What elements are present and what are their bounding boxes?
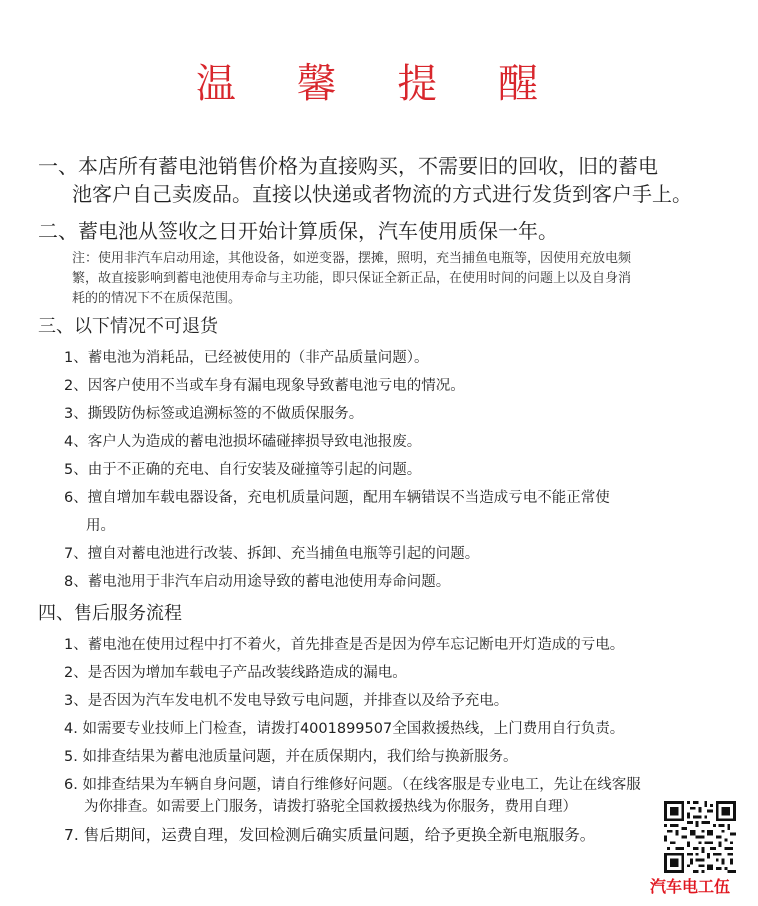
section-3-heading: 三、以下情况不可退货 xyxy=(38,316,218,337)
section-2-note-line-2: 繁，故直接影响到蓄电池使用寿命与主功能，即只保证全新正品，在使用时间的问题上以及自身消 xyxy=(72,271,632,286)
section-4-item: 4. 如需要专业技师上门检查，请拨打4001899507全国救援热线，上门费用自行负责。 xyxy=(64,721,625,737)
section-4-item: 3、是否因为汽车发电机不发电导致亏电问题，并排查以及给予充电。 xyxy=(64,693,509,709)
section-4-item: 1、蓄电池在使用过程中打不着火，首先排查是否是因为停车忘记断电开灯造成的亏电。 xyxy=(64,637,625,653)
section-4-item: 2、是否因为增加车载电子产品改装线路造成的漏电。 xyxy=(64,665,407,681)
section-4-heading: 四、售后服务流程 xyxy=(38,603,182,624)
section-3-item: 2、因客户使用不当或车身有漏电现象导致蓄电池亏电的情况。 xyxy=(64,378,465,394)
section-2-heading: 二、蓄电池从签收之日开始计算质保，汽车使用质保一年。 xyxy=(38,219,558,243)
section-3-item: 3、撕毁防伪标签或追溯标签的不做质保服务。 xyxy=(64,406,364,422)
section-3-item: 6、擅自增加车载电器设备，充电机质量问题，配用车辆错误不当造成亏电不能正常使 xyxy=(64,490,610,506)
section-3-item: 4、客户人为造成的蓄电池损坏磕碰摔损导致电池报废。 xyxy=(64,434,422,450)
section-4-item: 7. 售后期间，运费自理，发回检测后确实质量问题，给予更换全新电瓶服务。 xyxy=(64,826,596,844)
section-1-line-2: 池客户自己卖废品。直接以快递或者物流的方式进行发货到客户手上。 xyxy=(72,182,692,206)
brand-watermark: 汽车电工伍 xyxy=(650,877,731,896)
section-3-item: 7、擅自对蓄电池进行改装、拆卸、充当捕鱼电瓶等引起的问题。 xyxy=(64,546,480,562)
section-3-item: 5、由于不正确的充电、自行安装及碰撞等引起的问题。 xyxy=(64,462,422,478)
section-4-item-continuation: 为你排查。如需要上门服务，请拨打骆驼全国救援热线为你服务，费用自理） xyxy=(84,799,577,815)
section-2-note-line-1: 注：使用非汽车启动用途，其他设备，如逆变器，摆摊，照明，充当捕鱼电瓶等，因使用充放电频 xyxy=(72,251,632,266)
section-3-item: 8、蓄电池用于非汽车启动用途导致的蓄电池使用寿命问题。 xyxy=(64,574,451,590)
section-4-item: 6. 如排查结果为车辆自身问题，请自行维修好问题。（在线客服是专业电工，先让在线客服 xyxy=(64,777,641,793)
section-1-line-1: 一、本店所有蓄电池销售价格为直接购买，不需要旧的回收，旧的蓄电 xyxy=(38,154,658,178)
page-title: 温 馨 提 醒 xyxy=(195,61,563,107)
section-3-item-continuation: 用。 xyxy=(86,518,115,534)
section-2-note-line-3: 耗的的情况下不在质保范围。 xyxy=(72,291,242,306)
section-3-item: 1、蓄电池为消耗品，已经被使用的（非产品质量问题）。 xyxy=(64,350,429,366)
section-4-item: 5. 如排查结果为蓄电池质量问题，并在质保期内，我们给与换新服务。 xyxy=(64,749,518,765)
qr-code-icon xyxy=(664,801,736,873)
